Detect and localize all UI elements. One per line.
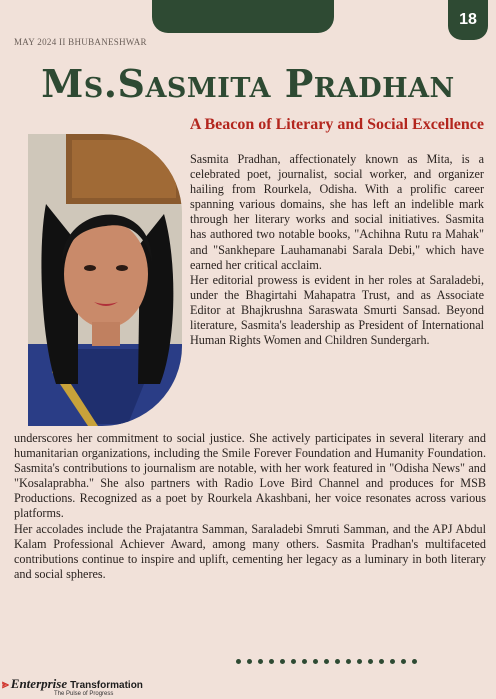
article-title: Ms.Sasmita Pradhan (41, 61, 455, 106)
dot (258, 659, 263, 664)
dot (357, 659, 362, 664)
brand-name-part1: Enterprise (10, 676, 68, 691)
dot (313, 659, 318, 664)
dot (269, 659, 274, 664)
portrait-illustration (28, 134, 182, 426)
brand-tagline: The Pulse of Progress (54, 691, 114, 697)
dot (236, 659, 241, 664)
article-body-full (14, 431, 486, 582)
dot (368, 659, 373, 664)
article-subtitle: A Beacon of Literary and Social Excellence (189, 116, 484, 133)
paragraph-2-start: Her editorial prowess is evident in her roles at Saraladebi, under the Bhagirtahi Mahapatra Trust, and as Associate Editor at Bhajkrushna Saraswata Smurti Sansad. Beyond literature, Sasmita's leadership as President of International Human Rights Women and Children Sundergarh. (190, 272, 484, 348)
dot (346, 659, 351, 664)
dot (302, 659, 307, 664)
article-body-right (190, 152, 484, 348)
paragraph-1: Sasmita Pradhan, affectionately known as Mita, is a celebrated poet, journalist, social worker, and organizer hailing from Rourkela, Odisha. With a prolific career spanning various domains, she has left an indelible mark through her literary works and social initiatives. Sasmita has authored two notable books, "Achihna Rutu ra Mahak" and "Sankhepare Lauhamanabi Sarala Debi," which have earned her critical acclaim. (190, 152, 484, 272)
dot (412, 659, 417, 664)
dot (291, 659, 296, 664)
dot (280, 659, 285, 664)
paragraph-3: Her accolades include the Prajatantra Samman, Saraladebi Smruti Samman, and the APJ Abdul Kalam Professional Achiever Award, among many others. Sasmita Pradhan's multifaceted contributions continue to inspire and uplift, cementing her legacy as a luminary in both literary and social spheres. (14, 521, 486, 581)
brand-logo (2, 676, 143, 692)
decorative-dots (236, 659, 417, 664)
dot (401, 659, 406, 664)
dot (390, 659, 395, 664)
dot (379, 659, 384, 664)
header-tab (152, 0, 334, 33)
portrait-photo (28, 134, 182, 426)
dot (324, 659, 329, 664)
dateline: MAY 2024 II BHUBANESHWAR (14, 37, 147, 47)
paragraph-2-continued: underscores her commitment to social justice. She actively participates in several literary and humanitarian organizations, including the Smile Forever Foundation and Humanity Foundation. Sasmita's contributions to journalism are notable, with her work featured in "Odisha News" and "Kosalaprabha." She also partners with Radio Love Bird Channel and produces for MSB Productions. Recognized as a poet by Rourkela Akashbani, her voice resonates across various platforms. (14, 431, 486, 521)
enterprise-logo-icon: ⪢ (2, 677, 9, 691)
brand-name-part2: Transformation (70, 680, 143, 691)
dot (335, 659, 340, 664)
page-number: 18 (448, 0, 488, 40)
dot (247, 659, 252, 664)
